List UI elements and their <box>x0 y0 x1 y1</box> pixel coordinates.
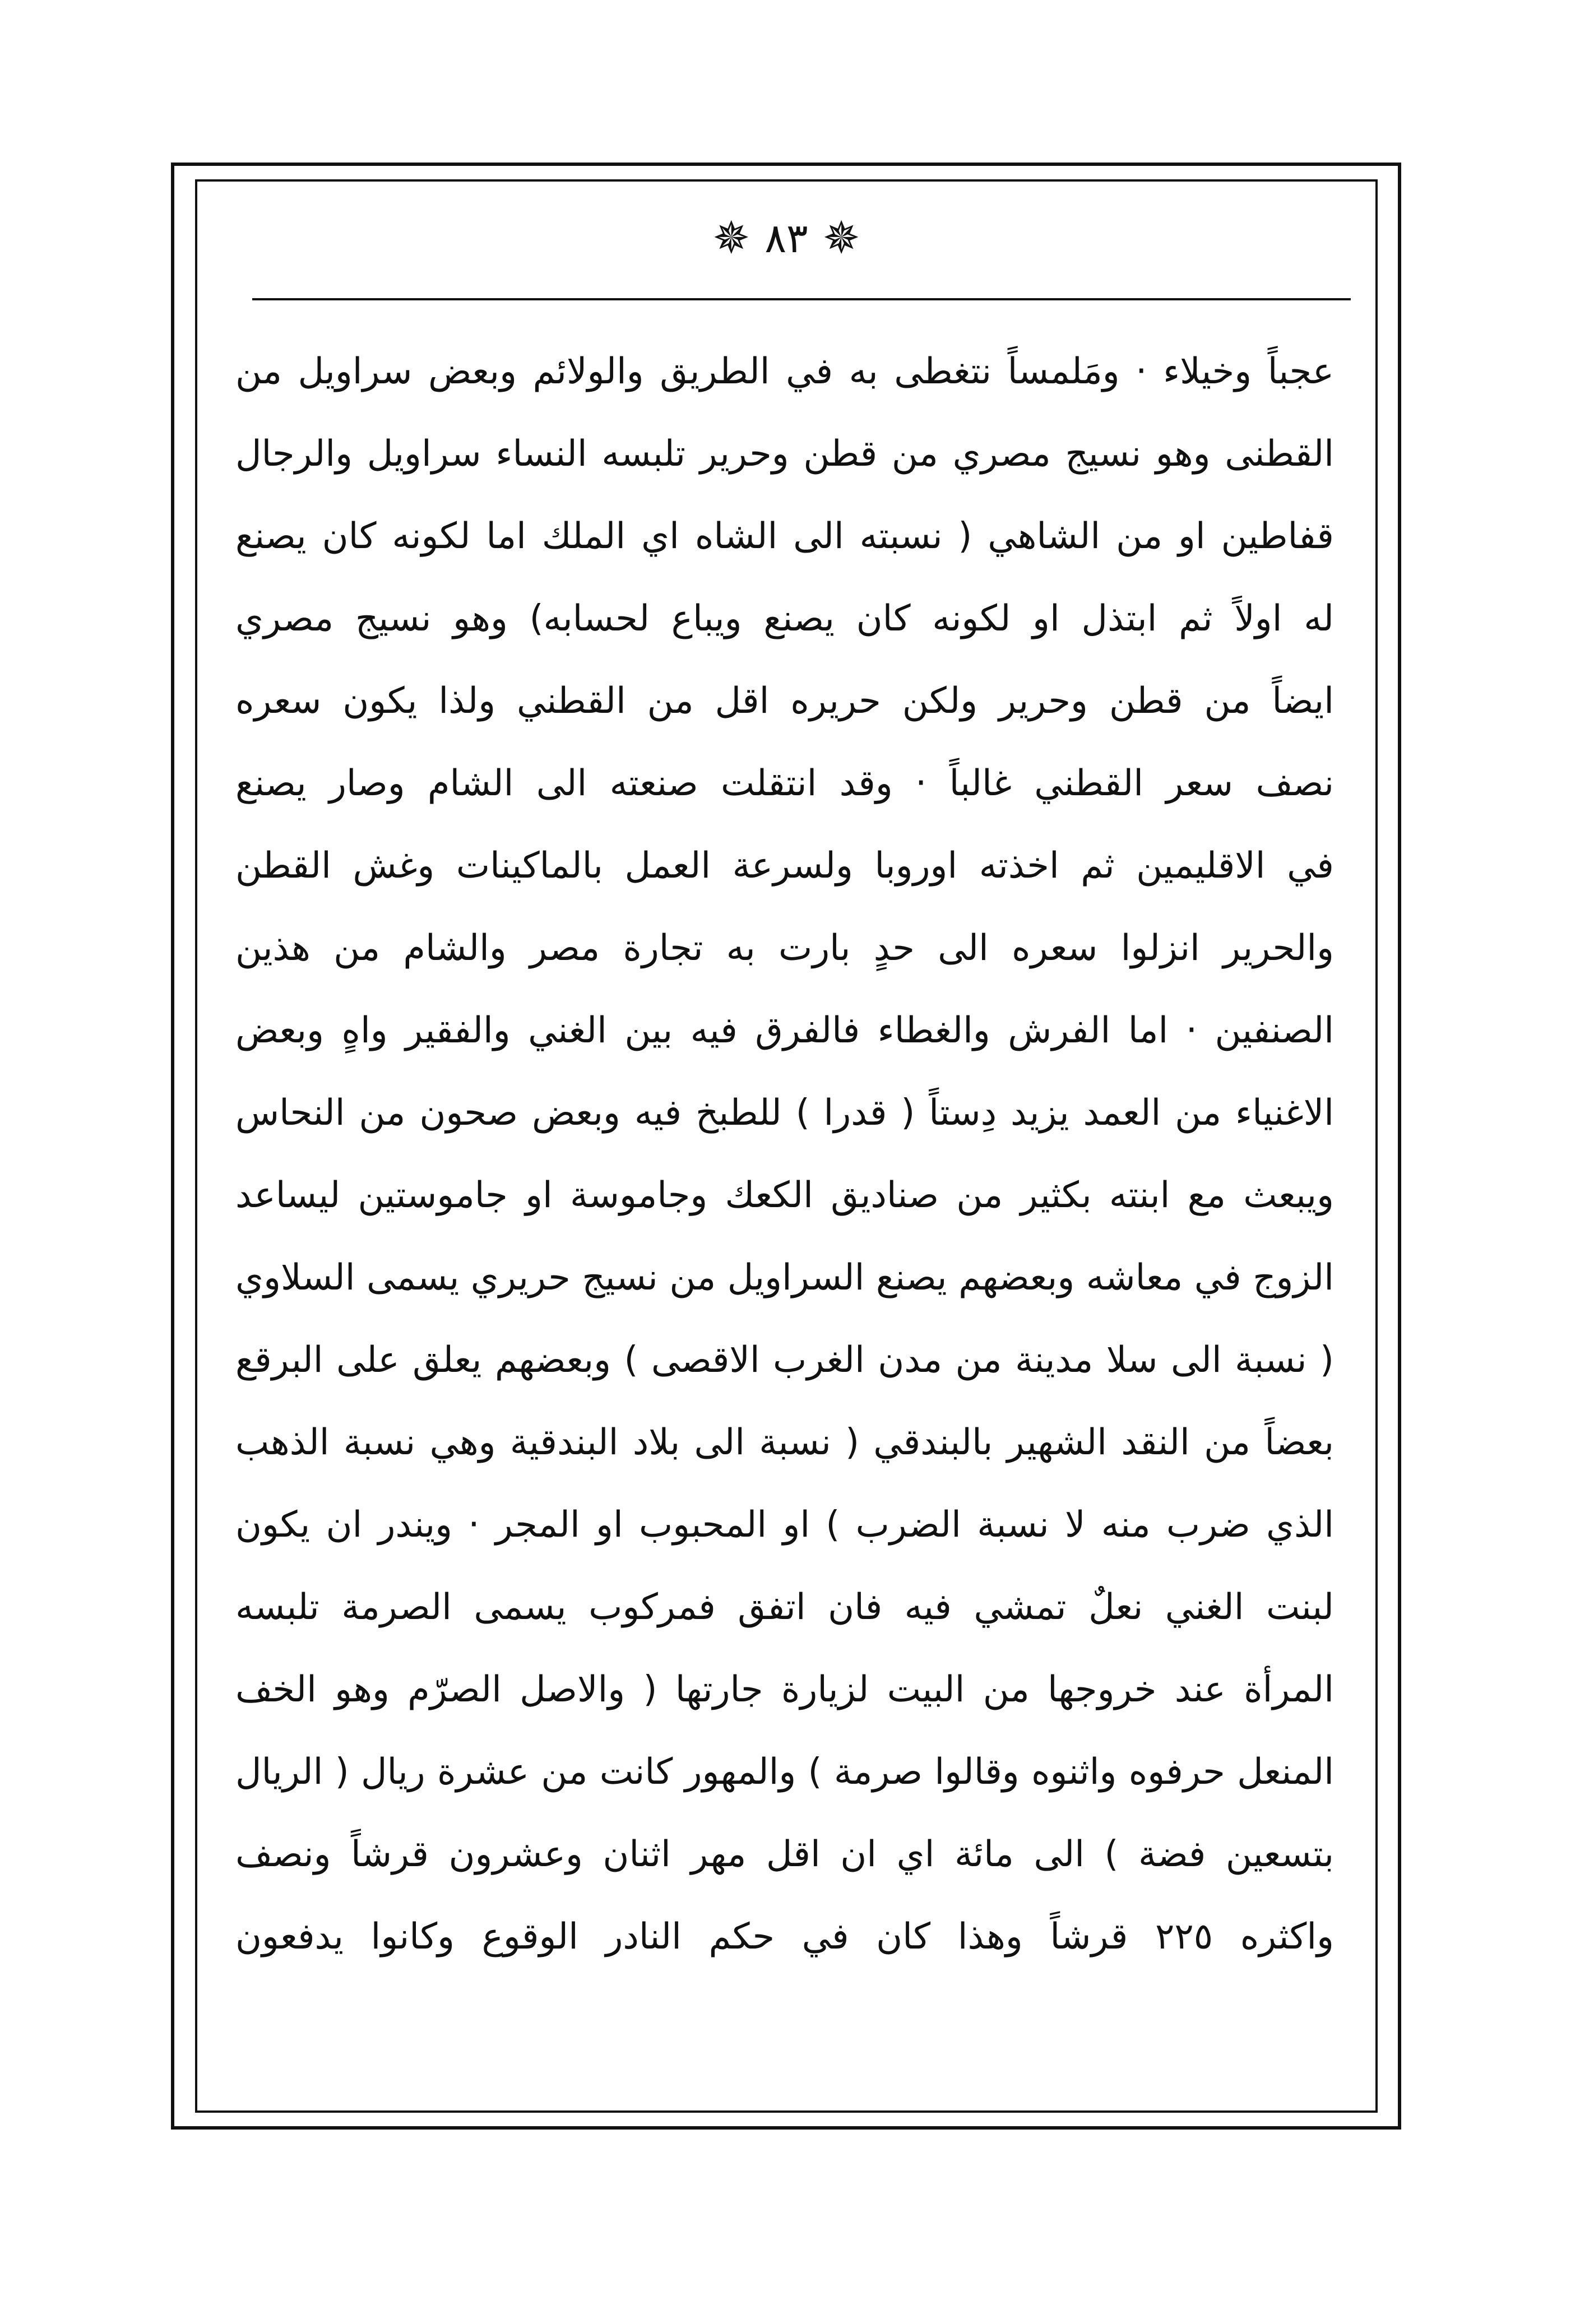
ornament-star-icon: ✵ <box>712 212 750 264</box>
text-line: له اولاً ثم ابتذل او لكونه كان يصنع ويباع لحسابه) وهو نسيج مصري <box>235 598 1334 639</box>
text-line: واكثره ٢٢٥ قرشاً وهذا كان في حكم النادر الوقوع وكانوا يدفعون <box>235 1916 1334 1957</box>
text-line: نصف سعر القطني غالباً · وقد انتقلت صنعته الى الشام وصار يصنع <box>235 763 1334 804</box>
text-line: في الاقليمين ثم اخذته اوروبا ولسرعة العمل بالماكينات وغش القطن <box>235 845 1334 887</box>
body-text <box>235 331 1334 1978</box>
page-number: ٨٣ <box>764 215 808 262</box>
text-line: عجباً وخيلاء · ومَلمساً نتغطى به في الطريق والولائم وبعض سراويل من <box>235 351 1334 392</box>
text-line: الزوج في معاشه وبعضهم يصنع السراويل من نسيج حريري يسمى السلاوي <box>235 1257 1334 1298</box>
text-line: لبنت الغني نعلٌ تمشي فيه فان اتفق فمركوب يسمى الصرمة تلبسه <box>235 1587 1334 1628</box>
text-line: المرأة عند خروجها من البيت لزيارة جارتها ( والاصل الصرّم وهو الخف <box>235 1669 1334 1710</box>
text-line: المنعل حرفوه واثنوه وقالوا صرمة ) والمهور كانت من عشرة ريال ( الريال <box>235 1751 1334 1793</box>
text-line: ايضاً من قطن وحرير ولكن حريره اقل من القطني ولذا يكون سعره <box>235 680 1334 722</box>
text-line: الذي ضرب منه لا نسبة الضرب ) او المحبوب او المجر · ويندر ان يكون <box>235 1504 1334 1546</box>
page-header <box>195 207 1378 269</box>
text-line: قفاطين او من الشاهي ( نسبته الى الشاه اي الملك اما لكونه كان يصنع <box>235 516 1334 557</box>
text-line: بتسعين فضة ) الى مائة اي ان اقل مهر اثنان وعشرون قرشاً ونصف <box>235 1834 1334 1875</box>
ornament-star-icon: ✵ <box>822 212 860 264</box>
text-line: بعضاً من النقد الشهير بالبندقي ( نسبة الى بلاد البندقية وهي نسبة الذهب <box>235 1422 1334 1463</box>
text-line: الاغنياء من العمد يزيد دِستاً ( قدرا ) للطبخ فيه وبعض صحون من النحاس <box>235 1092 1334 1134</box>
text-line: الصنفين · اما الفرش والغطاء فالفرق فيه بين الغني والفقير واهٍ وبعض <box>235 1010 1334 1051</box>
text-line: ويبعث مع ابنته بكثير من صناديق الكعك وجاموسة او جاموستين ليساعد <box>235 1175 1334 1216</box>
header-divider <box>252 298 1351 300</box>
text-line: والحرير انزلوا سعره الى حدٍ بارت به تجارة مصر والشام من هذين <box>235 927 1334 969</box>
text-line: القطنى وهو نسيج مصري من قطن وحرير تلبسه النساء سراويل والرجال <box>235 433 1334 475</box>
text-line: ( نسبة الى سلا مدينة من مدن الغرب الاقصى ) وبعضهم يعلق على البرقع <box>235 1339 1334 1381</box>
